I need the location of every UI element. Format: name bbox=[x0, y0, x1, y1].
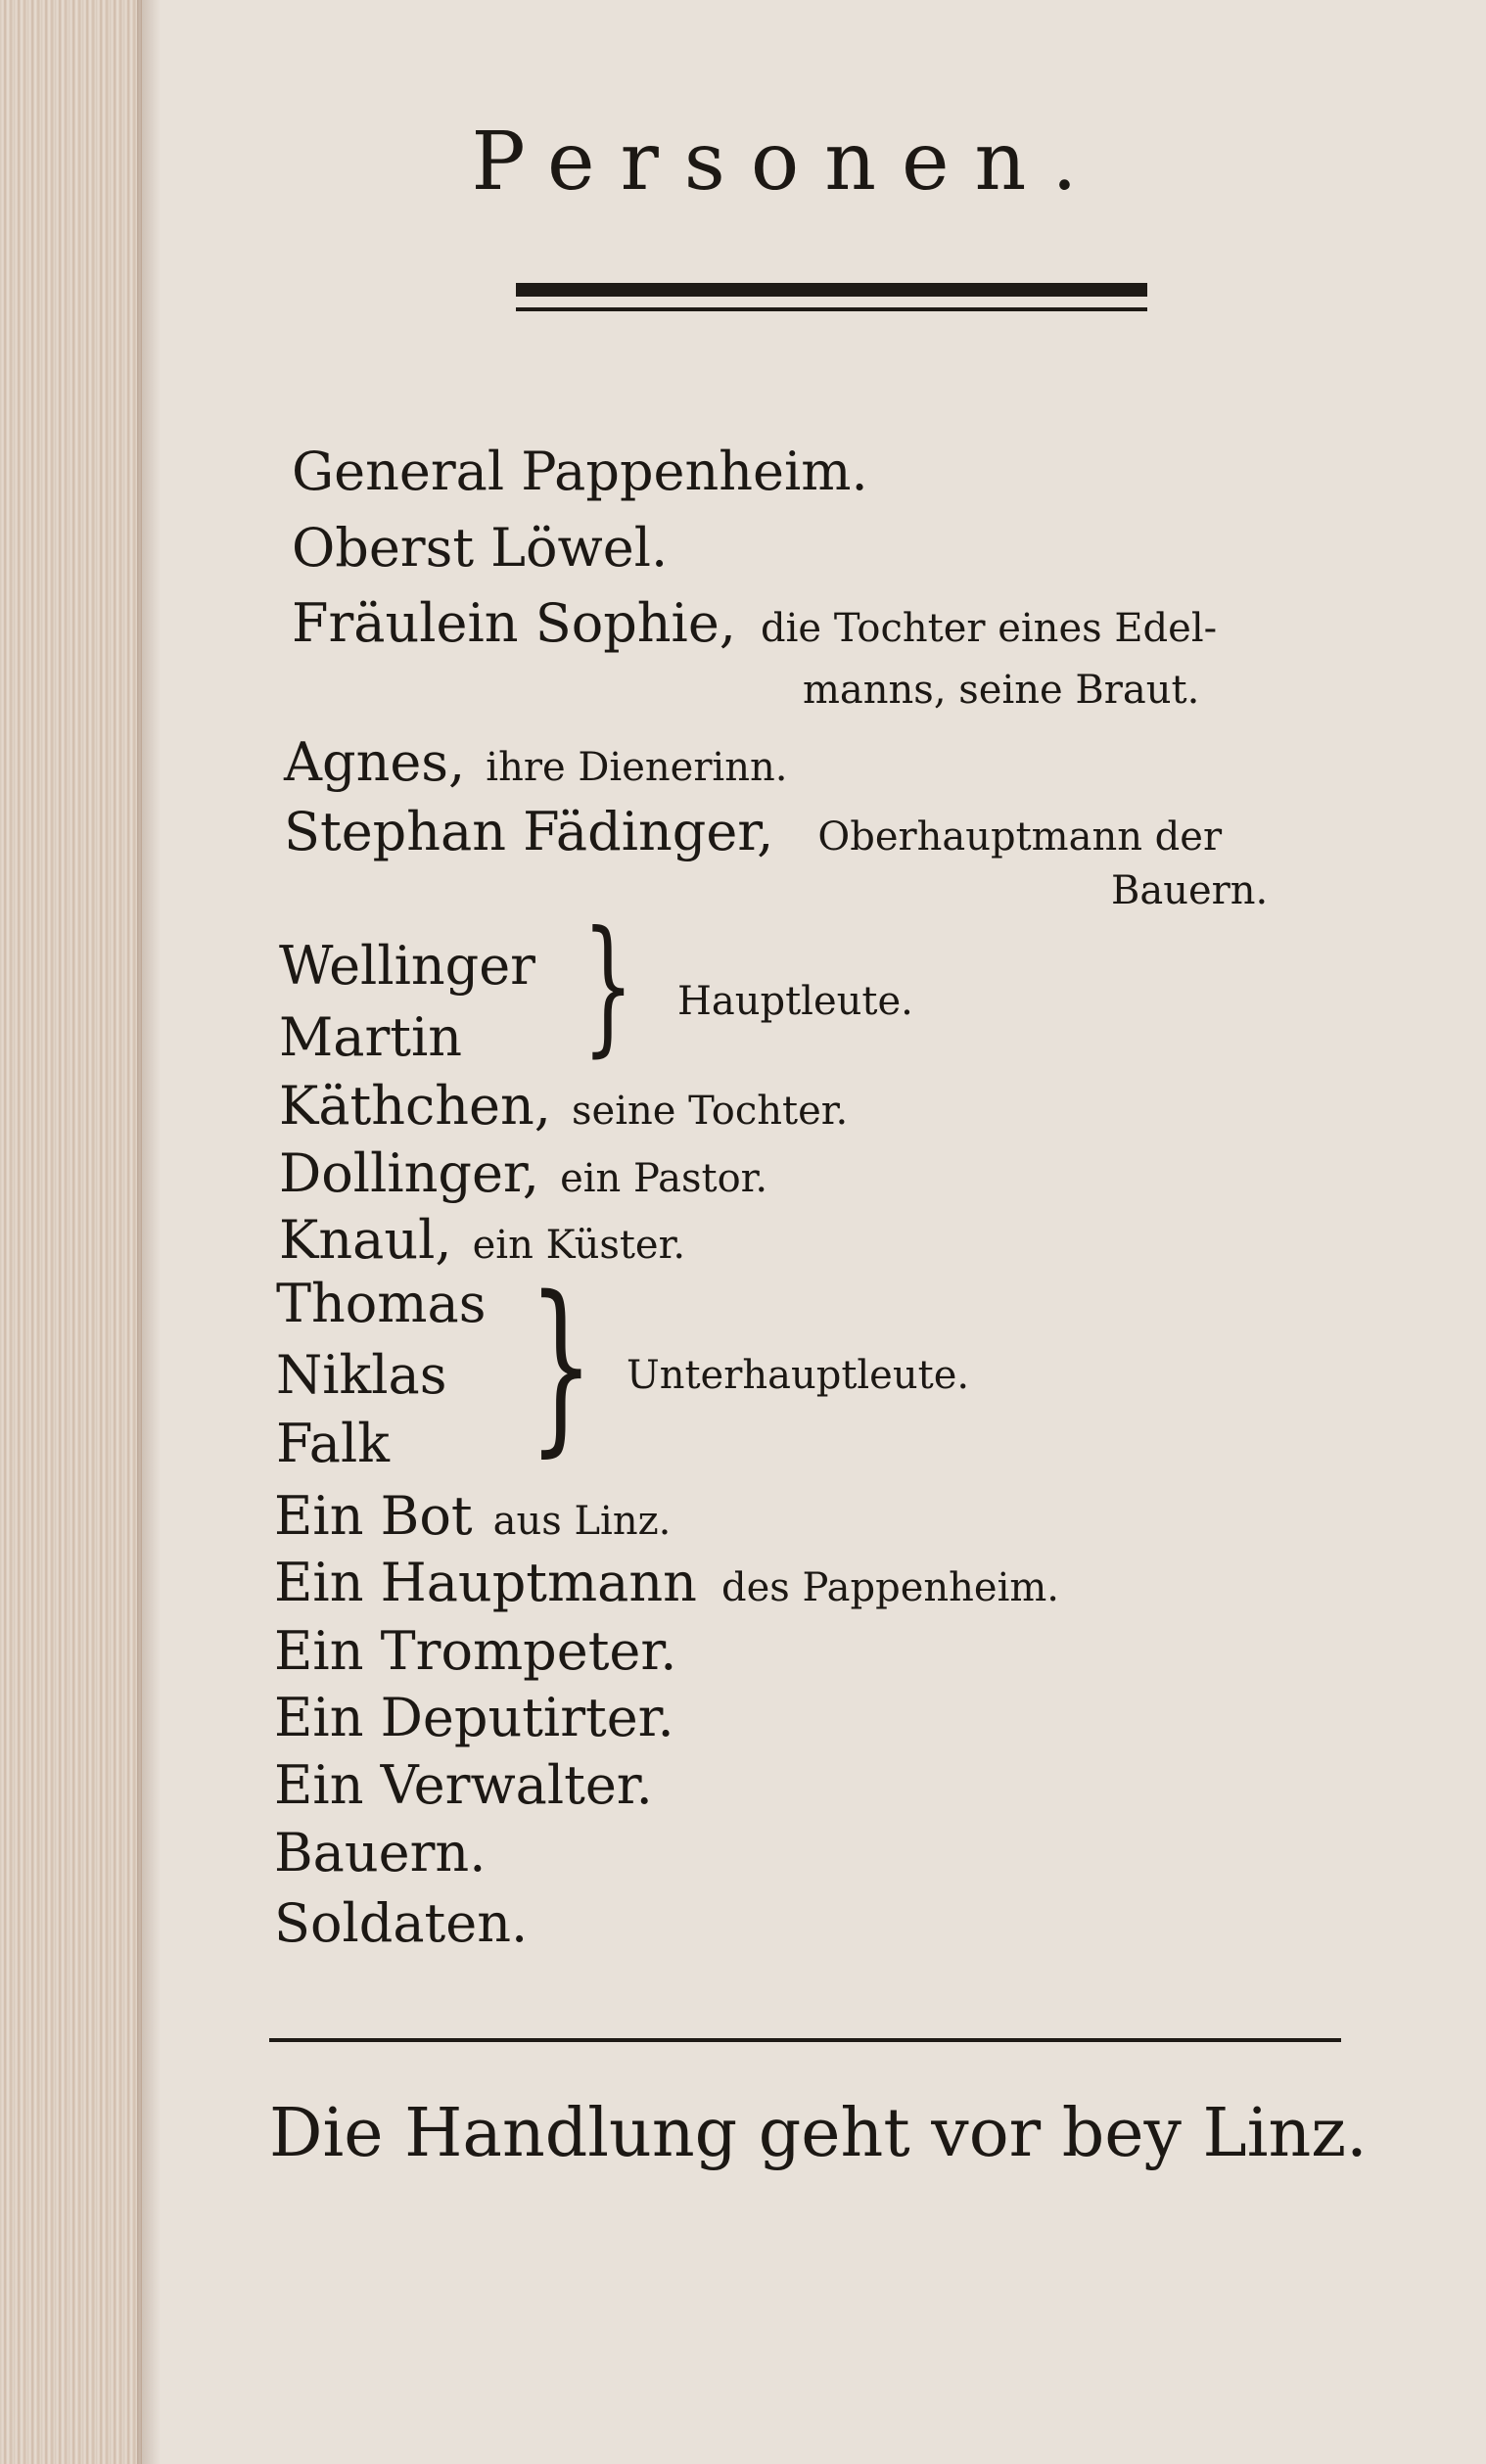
group-member bbox=[276, 1413, 390, 1474]
character-description: ein Pastor. bbox=[560, 1156, 768, 1201]
cast-line bbox=[274, 1687, 674, 1748]
character-description: die Tochter eines Edel- bbox=[761, 606, 1218, 651]
character-name: Dollinger, bbox=[279, 1142, 539, 1204]
cast-line bbox=[292, 517, 669, 579]
cast-line-continuation bbox=[1111, 868, 1269, 913]
character-name: Bauern. bbox=[274, 1822, 487, 1883]
character-name: Martin bbox=[279, 1006, 463, 1068]
group-role: Unterhauptleute. bbox=[627, 1353, 970, 1398]
page-edges bbox=[0, 0, 142, 2464]
character-name: Ein Deputirter. bbox=[274, 1687, 674, 1748]
group-role: Hauptleute. bbox=[677, 979, 913, 1024]
page-title: Personen. bbox=[471, 116, 1103, 209]
character-description: aus Linz. bbox=[492, 1499, 672, 1544]
character-description: Oberhauptmann der bbox=[817, 814, 1223, 860]
cast-line bbox=[292, 441, 868, 502]
title-rule-thick bbox=[516, 283, 1147, 297]
cast-line bbox=[284, 731, 788, 793]
cast-line bbox=[274, 1822, 487, 1883]
group-member bbox=[279, 1006, 463, 1068]
character-description: manns, seine Braut. bbox=[803, 668, 1200, 713]
setting-note: Die Handlung geht vor bey Linz. bbox=[269, 2095, 1368, 2172]
cast-line bbox=[279, 1075, 849, 1137]
character-name: Ein Bot bbox=[274, 1485, 473, 1547]
group-member bbox=[279, 935, 535, 997]
footer-rule bbox=[269, 2038, 1341, 2042]
cast-line bbox=[279, 1209, 686, 1271]
character-name: Thomas bbox=[276, 1273, 487, 1334]
cast-line-continuation bbox=[803, 668, 1200, 713]
character-description: seine Tochter. bbox=[572, 1089, 849, 1134]
character-name: General Pappenheim. bbox=[292, 441, 868, 502]
character-name: Knaul, bbox=[279, 1209, 452, 1271]
character-description: Bauern. bbox=[1111, 868, 1269, 913]
cast-line bbox=[274, 1485, 672, 1547]
group-label bbox=[677, 979, 913, 1024]
character-description: des Pappenheim. bbox=[721, 1565, 1060, 1610]
cast-line bbox=[274, 1892, 529, 1954]
curly-brace-icon: } bbox=[529, 1257, 594, 1473]
cast-line bbox=[279, 1142, 768, 1204]
character-description: ein Küster. bbox=[472, 1223, 686, 1268]
character-name: Wellinger bbox=[279, 935, 535, 997]
group-member bbox=[276, 1273, 487, 1334]
character-name: Fräulein Sophie, bbox=[292, 592, 736, 654]
character-name: Ein Verwalter. bbox=[274, 1754, 653, 1816]
cast-line bbox=[274, 1620, 677, 1682]
character-name: Agnes, bbox=[284, 731, 466, 793]
curly-brace-icon: } bbox=[582, 901, 634, 1071]
group-member bbox=[276, 1344, 447, 1406]
title-rule-thin bbox=[516, 307, 1147, 311]
character-name: Niklas bbox=[276, 1344, 447, 1406]
character-name: Soldaten. bbox=[274, 1892, 529, 1954]
character-name: Falk bbox=[276, 1413, 390, 1474]
character-name: Oberst Löwel. bbox=[292, 517, 669, 579]
character-name: Ein Trompeter. bbox=[274, 1620, 677, 1682]
binding-shadow bbox=[137, 0, 161, 2464]
character-name: Ein Hauptmann bbox=[274, 1552, 697, 1613]
character-name: Käthchen, bbox=[279, 1075, 551, 1137]
cast-line bbox=[292, 592, 1218, 654]
group-label bbox=[627, 1353, 970, 1398]
cast-line bbox=[274, 1754, 653, 1816]
character-description: ihre Dienerinn. bbox=[486, 745, 788, 790]
cast-line bbox=[284, 801, 1223, 862]
cast-line bbox=[274, 1552, 1060, 1613]
character-name: Stephan Fädinger, bbox=[284, 801, 774, 862]
